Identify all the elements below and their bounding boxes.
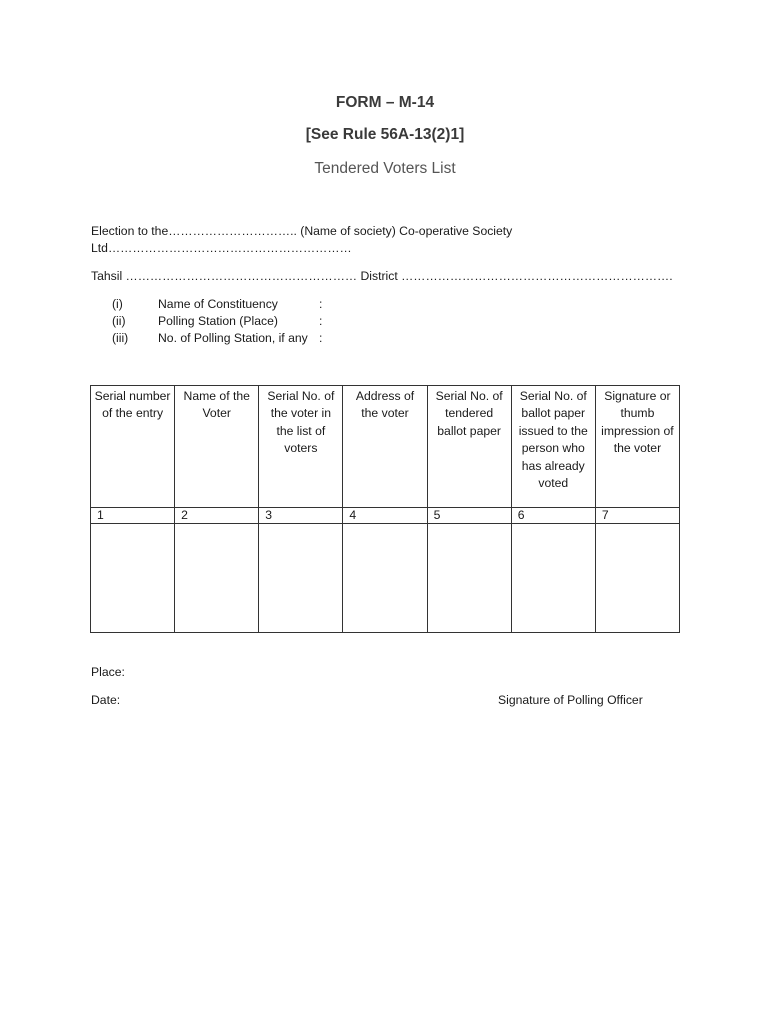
form-rule: [See Rule 56A-13(2)1] <box>305 126 465 143</box>
polling-officer-signature-label: Signature of Polling Officer <box>498 693 643 707</box>
form-title: FORM – M-14 <box>335 94 435 111</box>
column-number: 7 <box>595 508 679 524</box>
column-header: Serial number of the entry <box>91 386 175 508</box>
column-number-row <box>91 508 680 524</box>
item-number: (ii) <box>112 314 126 328</box>
date-label: Date: <box>91 693 121 707</box>
item-number: (i) <box>112 297 123 311</box>
table-cell <box>343 524 427 633</box>
form-subtitle: Tendered Voters List <box>314 160 456 177</box>
table-row <box>91 524 680 633</box>
item-colon: : <box>319 314 323 328</box>
item-colon: : <box>319 331 323 345</box>
election-line-continued: Ltd…………………………………………………… <box>91 241 352 255</box>
column-number: 2 <box>175 508 259 524</box>
tendered-voters-table <box>90 385 680 633</box>
election-line: Election to the………………………….. (Name of society) Co-operative Society <box>91 224 513 238</box>
table-cell <box>595 524 679 633</box>
table-cell <box>427 524 511 633</box>
column-number: 4 <box>343 508 427 524</box>
column-header: Serial No. of tendered ballot paper <box>427 386 511 508</box>
table-cell <box>259 524 343 633</box>
column-number: 3 <box>259 508 343 524</box>
column-header: Serial No. of the voter in the list of voters <box>259 386 343 508</box>
column-header: Signature or thumb impression of the voter <box>595 386 679 508</box>
table-cell <box>511 524 595 633</box>
item-label: No. of Polling Station, if any <box>158 331 308 345</box>
column-number: 5 <box>427 508 511 524</box>
table-header-row <box>91 386 680 508</box>
column-header: Address of the voter <box>343 386 427 508</box>
item-colon: : <box>319 297 323 311</box>
column-number: 1 <box>91 508 175 524</box>
table-cell <box>91 524 175 633</box>
column-number: 6 <box>511 508 595 524</box>
item-label: Polling Station (Place) <box>158 314 278 328</box>
place-label: Place: <box>91 665 125 679</box>
tahsil-district-line: Tahsil ………………………………………………… District …………………………………………………………. <box>91 269 673 283</box>
column-header: Name of the Voter <box>175 386 259 508</box>
column-header: Serial No. of ballot paper issued to the person who has already voted <box>511 386 595 508</box>
item-number: (iii) <box>112 331 129 345</box>
item-label: Name of Constituency <box>158 297 278 311</box>
table-cell <box>175 524 259 633</box>
